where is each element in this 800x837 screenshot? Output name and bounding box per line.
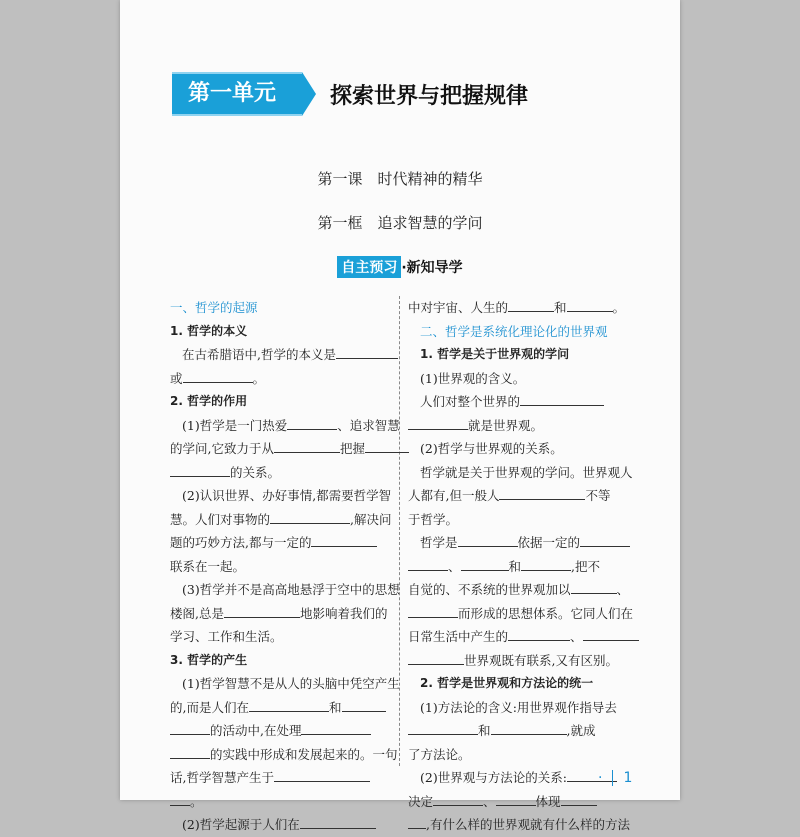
text: 体现 [535,793,561,809]
text: (1)哲学是一门热爱 [182,417,288,433]
page-number: 1 [623,770,633,786]
text: 地影响着我们的 [299,605,388,621]
blank-field[interactable] [580,532,630,547]
sub-heading: 1. 哲学是关于世界观的学问 [420,347,570,361]
blank-field[interactable] [508,626,570,641]
text: (1)方法论的含义:用世界观作指导去 [420,699,617,715]
text: 。 [252,370,266,386]
blank-field[interactable] [408,415,468,430]
text: 的活动中,在处理 [210,723,302,738]
blank-field[interactable] [274,438,340,453]
blank-field[interactable] [301,720,371,735]
heading-worldview: 二、哲学是系统化理论化的世界观 [420,323,608,339]
frame-title: 第一框 追求智慧的学问 [317,214,483,232]
text: 、 [448,558,461,574]
text: 决定 [408,793,434,809]
text: 人们对整个世界的 [420,394,521,409]
text: 和 [554,300,567,315]
text: 。 [190,793,203,809]
text: 。 [612,300,626,315]
text: (2)世界观与方法论的关系: [420,770,567,785]
blank-field[interactable] [270,509,350,524]
text: (1)世界观的含义。 [420,370,526,386]
left-column [170,296,400,837]
blank-field[interactable] [408,720,478,735]
text: 世界观既有联系,又有区别。 [464,652,618,668]
blank-field[interactable] [274,767,370,782]
blank-field[interactable] [461,556,509,571]
text: 和 [478,723,491,738]
blank-field[interactable] [365,438,409,453]
text: (3)哲学并不是高高地悬浮于空中的思想 [182,582,400,597]
blank-field[interactable] [170,791,190,806]
blank-field[interactable] [491,720,567,735]
text: 在古希腊语中,哲学的本义是 [182,347,336,362]
blank-field[interactable] [408,650,464,665]
text: 或 [170,370,183,386]
text: 学习、工作和生活。 [170,629,283,644]
text: 就是世界观。 [468,417,544,433]
text: ,有什么样的世界观就有什么样的方法 [426,817,630,832]
unit-title: 探索世界与把握规律 [330,83,529,109]
text: 、追求智慧 [337,417,400,433]
text: 了方法论。 [408,746,471,762]
blank-field[interactable] [183,368,253,383]
text: 和 [328,699,342,715]
blank-field[interactable] [508,297,554,312]
text: 于哲学。 [408,511,459,527]
unit-banner [172,72,528,116]
text: ,把不 [571,558,601,574]
sub-heading: 2. 哲学是世界观和方法论的统一 [420,676,594,690]
text: 不等 [585,488,611,503]
sub-heading: 2. 哲学的作用 [170,394,248,408]
text: 依据一定的 [517,535,581,550]
blank-field[interactable] [583,626,639,641]
text: 的,而是人们在 [170,699,249,715]
blank-field[interactable] [342,697,386,712]
text: 哲学就是关于世界观的学问。世界观人 [420,464,633,480]
workbook-page [120,0,680,832]
blank-field[interactable] [336,344,398,359]
sub-heading: 3. 哲学的产生 [170,652,248,667]
text: (2)哲学起源于人们在 [182,817,300,832]
text: 楼阁,总是 [170,605,224,621]
section-tag-rest: ·新知导学 [401,260,463,276]
blank-field[interactable] [287,415,337,430]
text: 而形成的思想体系。它同人们在 [458,605,634,621]
blank-field[interactable] [567,297,613,312]
text: ,就成 [566,723,596,738]
text: 、 [483,793,496,809]
text: 哲学是 [420,535,458,550]
text: 话,哲学智慧产生于 [170,770,274,785]
blank-field[interactable] [521,556,571,571]
blank-field[interactable] [170,462,230,477]
blank-field[interactable] [300,814,376,829]
page-dot: · [598,770,603,786]
text: 的关系。 [230,464,281,480]
text: 中对宇宙、人生的 [408,300,509,315]
lesson-title: 第一课 时代精神的精华 [317,170,483,188]
blank-field[interactable] [496,791,536,806]
text: 自觉的、不系统的世界观加以 [408,582,571,597]
blank-field[interactable] [408,603,458,618]
text: 把握 [339,441,365,456]
blank-field[interactable] [499,485,585,500]
blank-field[interactable] [520,391,604,406]
page-number-bar [612,770,613,786]
text: 、 [570,629,583,644]
blank-field[interactable] [311,532,377,547]
blank-field[interactable] [571,579,617,594]
blank-field[interactable] [458,532,518,547]
text: 人都有,但一般人 [408,488,500,503]
section-tag-box: 自主预习 [337,256,401,278]
text: 和 [508,558,522,574]
text: (2)认识世界、办好事情,都需要哲学智 [182,488,392,503]
text: 联系在一起。 [170,558,246,574]
blank-field[interactable] [249,697,329,712]
blank-field[interactable] [408,814,426,829]
text: 日常生活中产生的 [408,629,509,644]
blank-field[interactable] [561,791,597,806]
blank-field[interactable] [408,556,448,571]
text: 、 [616,582,630,597]
sub-heading: 1. 哲学的本义 [170,323,248,338]
text: 的学问,它致力于从 [170,441,274,456]
text: 慧。人们对事物的 [170,511,271,527]
page-number-area [598,770,632,786]
column-divider [399,296,400,766]
section-tag [120,256,680,278]
text: (1)哲学智慧不是从人的头脑中凭空产生 [182,676,400,691]
text: 题的巧妙方法,都与一定的 [170,535,312,550]
blank-field[interactable] [224,603,300,618]
blank-field[interactable] [170,720,210,735]
blank-field[interactable] [433,791,483,806]
text: (2)哲学与世界观的关系。 [420,441,563,456]
text: ,解决问 [350,511,392,527]
text: 的实践中形成和发展起来的。一句 [210,746,398,762]
blank-field[interactable] [170,744,210,759]
unit-label: 第一单元 [172,72,302,116]
right-column [408,296,633,837]
heading-origin: 一、哲学的起源 [170,300,258,315]
